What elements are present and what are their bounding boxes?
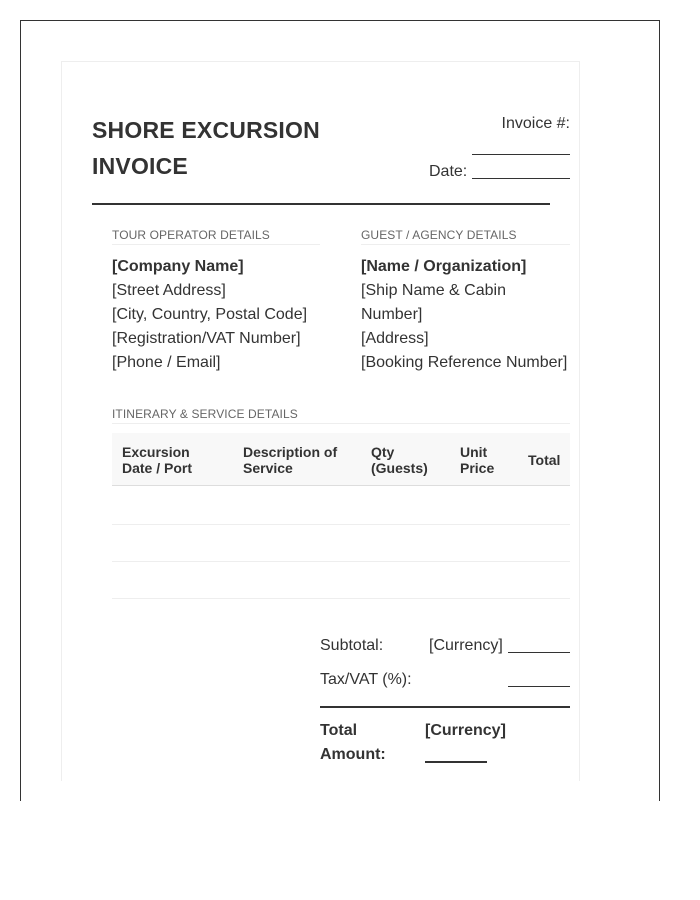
date-label: Date: <box>429 163 468 180</box>
ship-cabin-line1: [Ship Name & Cabin <box>361 282 506 299</box>
col-description: Description of Service <box>243 444 338 476</box>
table-row[interactable] <box>112 561 570 562</box>
street-address: [Street Address] <box>112 282 226 299</box>
total-amount-blank[interactable] <box>425 761 487 763</box>
table-row[interactable] <box>112 524 570 525</box>
col-qty-guests: Qty (Guests) <box>371 444 428 476</box>
guest-agency-section-label: GUEST / AGENCY DETAILS <box>361 228 517 242</box>
subtotal-label: Subtotal: <box>320 637 384 654</box>
invoice-title-line2: INVOICE <box>92 153 188 179</box>
table-row[interactable] <box>112 598 570 599</box>
guest-address: [Address] <box>361 330 429 347</box>
date-blank[interactable] <box>472 178 570 179</box>
col-total: Total <box>528 452 561 468</box>
ship-cabin-line2: Number] <box>361 306 423 323</box>
tax-blank[interactable] <box>508 686 570 687</box>
guest-agency-underline <box>361 244 570 245</box>
tour-operator-details <box>112 255 307 375</box>
city-country-postal: [City, Country, Postal Code] <box>112 306 308 323</box>
header-divider <box>92 203 550 205</box>
itinerary-underline <box>112 423 570 424</box>
phone-email: [Phone / Email] <box>112 354 221 371</box>
total-label-line1: Total <box>320 722 358 739</box>
tour-operator-section-label: TOUR OPERATOR DETAILS <box>112 228 270 242</box>
itinerary-section-label: ITINERARY & SERVICE DETAILS <box>112 407 298 421</box>
invoice-number-label: Invoice #: <box>501 115 570 132</box>
guest-name-organization: [Name / Organization] <box>361 258 527 275</box>
col-unit-price: Unit Price <box>460 444 495 476</box>
registration-vat: [Registration/VAT Number] <box>112 330 301 347</box>
total-label-line2: Amount: <box>320 746 386 763</box>
booking-reference: [Booking Reference Number] <box>361 354 568 371</box>
subtotal-blank[interactable] <box>508 652 570 653</box>
col-excursion-date-port: Excursion Date / Port <box>122 444 193 476</box>
invoice-number-blank[interactable] <box>472 154 570 155</box>
guest-agency-details <box>361 255 567 375</box>
tour-operator-underline <box>112 244 320 245</box>
invoice-title <box>92 112 352 184</box>
invoice-title-line1: SHORE EXCURSION <box>92 117 320 143</box>
company-name: [Company Name] <box>112 258 244 275</box>
total-divider <box>320 706 570 708</box>
subtotal-currency: [Currency] <box>429 637 503 654</box>
tax-label: Tax/VAT (%): <box>320 671 412 688</box>
total-currency: [Currency] <box>425 722 506 739</box>
